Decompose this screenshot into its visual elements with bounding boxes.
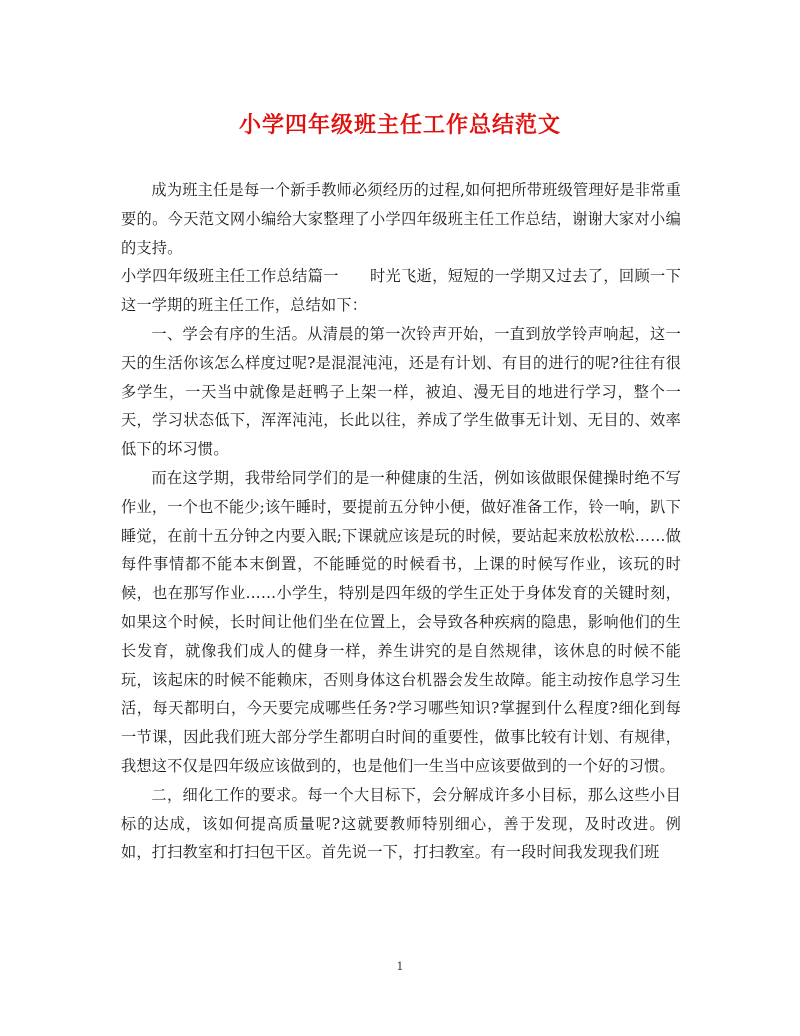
- document-body: [121, 176, 681, 867]
- page-number: 1: [396, 960, 404, 973]
- paragraph-point-two: 二，细化工作的要求。每一个大目标下，会分解成许多小目标，那么这些小目标的达成，该如何提高质量呢?这就要教师特别细心，善于发现，及时改进。例如，打扫教室和打扫包干区。首先说一下，打扫教室。有一段时间我发现我们班: [121, 785, 681, 862]
- paragraph-section-heading: 小学四年级班主任工作总结篇一 时光飞逝，短短的一学期又过去了，回顾一下这一学期的班主任工作，总结如下：: [121, 267, 681, 315]
- paragraph-point-one: 一、学会有序的生活。从清晨的第一次铃声开始，一直到放学铃声响起，这一天的生活你该怎么样度过呢?是混混沌沌，还是有计划、有目的进行的呢?往往有很多学生，一天当中就像是赶鸭子上架一样，被迫、漫无目的地进行学习，整个一天，学习状态低下，浑浑沌沌，长此以往，养成了学生做事无计划、无目的、效率低下的坏习惯。: [121, 324, 681, 459]
- paragraph-intro: 成为班主任是每一个新手教师必须经历的过程,如何把所带班级管理好是非常重要的。今天范文网小编给大家整理了小学四年级班主任工作总结，谢谢大家对小编的支持。: [121, 181, 681, 257]
- page-title: 小学四年级班主任工作总结范文: [238, 112, 561, 138]
- paragraph-healthy-life: 而在这学期，我带给同学们的是一种健康的生活，例如该做眼保健操时绝不写作业，一个也不能少;该午睡时，要提前五分钟小便，做好准备工作，铃一响，趴下睡觉，在前十五分钟之内要入眠;下课就应该是玩的时候，要站起来放松放松……做每件事情都不能本末倒置，不能睡觉的时候看书，上课的时候写作业，该玩的时候，也在那写作业……小学生，特别是四年级的学生正处于身体发育的关键时刻，如果这个时候，长时间让他们坐在位置上，会导致各种疾病的隐患，影响他们的生长发育，就像我们成人的健身一样，养生讲究的是自然规律，该休息的时候不能玩，该起床的时候不能赖床，否则身体这台机器会发生故障。能主动按作息学习生活，每天都明白，今天要完成哪些任务?学习哪些知识?掌握到什么程度?细化到每一节课，因此我们班大部分学生都明白时间的重要性，做事比较有计划、有规律，我想这不仅是四年级应该做到的，也是他们一生当中应该要做到的一个好的习惯。: [121, 468, 681, 775]
